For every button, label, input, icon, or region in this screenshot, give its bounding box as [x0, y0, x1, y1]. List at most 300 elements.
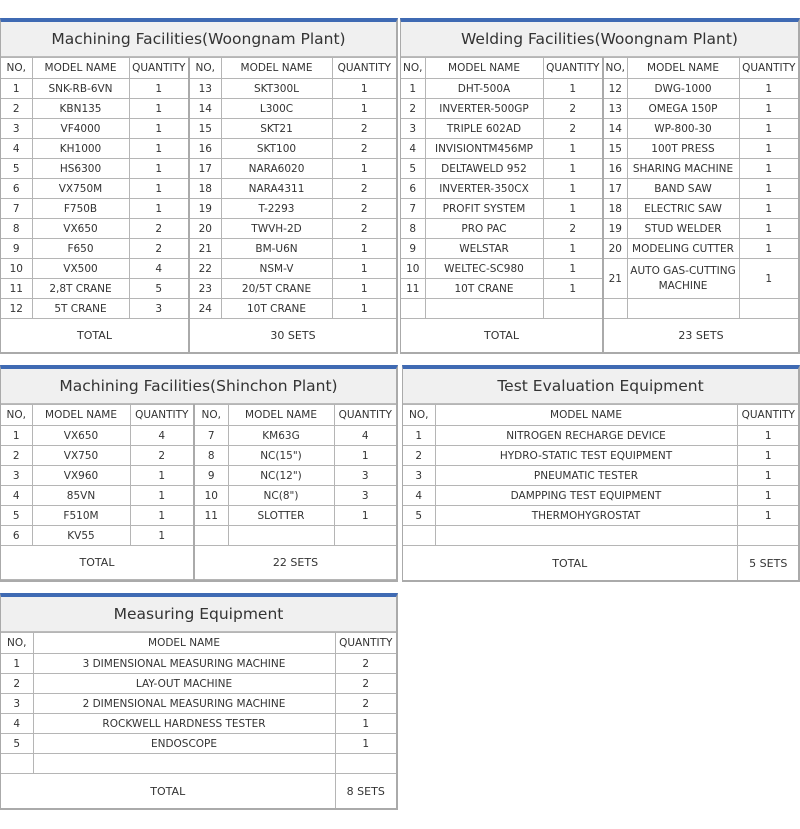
measuring-table — [1, 632, 396, 810]
cell-model-name: VX750M — [32, 179, 129, 199]
cell-quantity: 2 — [543, 219, 603, 239]
table-row — [1, 446, 396, 466]
cell-no: 15 — [603, 139, 627, 159]
cell-quantity: 3 — [334, 466, 396, 486]
header-model-name: MODEL NAME — [33, 633, 335, 654]
cell-model-name: WELSTAR — [425, 239, 543, 259]
table-row — [1, 159, 396, 179]
cell-no: 3 — [1, 466, 32, 486]
cell-model-name: TRIPLE 602AD — [425, 119, 543, 139]
cell-no: 12 — [1, 299, 32, 319]
cell-model-name: STUD WELDER — [627, 219, 739, 239]
cell-model-name: NARA4311 — [221, 179, 332, 199]
cell-quantity — [334, 526, 396, 546]
total-row — [1, 319, 396, 353]
total-label: TOTAL — [1, 774, 335, 810]
cell-model-name — [435, 526, 737, 546]
cell-quantity: 1 — [739, 119, 798, 139]
cell-model-name — [33, 754, 335, 774]
cell-no: 21 — [189, 239, 221, 259]
cell-no: 8 — [194, 446, 228, 466]
cell-quantity: 1 — [129, 139, 189, 159]
header-quantity: QUANTITY — [543, 58, 603, 79]
cell-quantity: 1 — [332, 239, 396, 259]
cell-quantity: 4 — [130, 426, 194, 446]
cell-quantity: 1 — [543, 79, 603, 99]
table-row — [401, 139, 798, 159]
table-body — [403, 426, 799, 546]
cell-model-name: VX500 — [32, 259, 129, 279]
header-quantity: QUANTITY — [739, 58, 798, 79]
cell-model-name: VF4000 — [32, 119, 129, 139]
cell-model-name: PROFIT SYSTEM — [425, 199, 543, 219]
cell-no: 2 — [403, 446, 435, 466]
table-row — [401, 199, 798, 219]
cell-model-name: KBN135 — [32, 99, 129, 119]
table-row — [1, 754, 396, 774]
machining-shinchon-panel — [0, 365, 398, 582]
cell-no: 13 — [189, 79, 221, 99]
table-row — [401, 239, 798, 259]
cell-model-name: 85VN — [32, 486, 130, 506]
cell-quantity: 1 — [739, 239, 798, 259]
cell-quantity: 1 — [737, 446, 799, 466]
cell-model-name: SKT100 — [221, 139, 332, 159]
cell-no: 4 — [403, 486, 435, 506]
cell-model-name: SKT21 — [221, 119, 332, 139]
panel-title: Measuring Equipment — [1, 597, 396, 632]
table-row — [401, 79, 798, 99]
table-row — [403, 466, 799, 486]
cell-model-name: BAND SAW — [627, 179, 739, 199]
cell-no: 3 — [401, 119, 425, 139]
cell-no: 11 — [194, 506, 228, 526]
cell-quantity: 1 — [130, 466, 194, 486]
cell-no — [1, 754, 33, 774]
cell-no: 9 — [194, 466, 228, 486]
cell-quantity: 1 — [737, 426, 799, 446]
cell-no: 13 — [603, 99, 627, 119]
total-label: TOTAL — [403, 546, 737, 582]
cell-no: 22 — [189, 259, 221, 279]
cell-quantity: 2 — [332, 179, 396, 199]
cell-quantity — [335, 754, 396, 774]
total-value: 22 SETS — [194, 546, 396, 580]
cell-model-name: KM63G — [228, 426, 334, 446]
header-model-name: MODEL NAME — [221, 58, 332, 79]
table-row — [1, 79, 396, 99]
cell-model-name: DELTAWELD 952 — [425, 159, 543, 179]
cell-model-name: HYDRO-STATIC TEST EQUIPMENT — [435, 446, 737, 466]
panel-title: Machining Facilities(Woongnam Plant) — [1, 22, 396, 57]
cell-quantity: 1 — [335, 734, 396, 754]
cell-quantity: 4 — [129, 259, 189, 279]
table-row — [1, 99, 396, 119]
total-row — [1, 546, 396, 580]
header-no: NO, — [1, 405, 32, 426]
table-row — [1, 654, 396, 674]
cell-model-name: 100T PRESS — [627, 139, 739, 159]
cell-model-name: SKT300L — [221, 79, 332, 99]
welding-woongnam-table — [401, 57, 798, 353]
cell-quantity: 1 — [335, 714, 396, 734]
cell-quantity: 1 — [737, 466, 799, 486]
header-model-name: MODEL NAME — [435, 405, 737, 426]
cell-quantity: 2 — [335, 654, 396, 674]
cell-no: 6 — [1, 179, 32, 199]
header-no: NO, — [194, 405, 228, 426]
table-row — [1, 694, 396, 714]
table-row — [1, 279, 396, 299]
cell-model-name: PRO PAC — [425, 219, 543, 239]
cell-no: 8 — [401, 219, 425, 239]
total-label: TOTAL — [401, 319, 603, 353]
panel-title: Welding Facilities(Woongnam Plant) — [401, 22, 798, 57]
cell-quantity: 2 — [335, 674, 396, 694]
total-label: TOTAL — [1, 546, 194, 580]
header-quantity: QUANTITY — [334, 405, 396, 426]
cell-quantity: 1 — [129, 119, 189, 139]
cell-no: 19 — [603, 219, 627, 239]
cell-quantity: 1 — [332, 159, 396, 179]
cell-no: 5 — [1, 506, 32, 526]
cell-model-name: 10T CRANE — [221, 299, 332, 319]
cell-model-name: THERMOHYGROSTAT — [435, 506, 737, 526]
cell-quantity: 1 — [737, 486, 799, 506]
cell-no: 18 — [189, 179, 221, 199]
header-model-name: MODEL NAME — [228, 405, 334, 426]
measuring-panel — [0, 593, 398, 810]
cell-quantity: 1 — [332, 259, 396, 279]
cell-quantity: 1 — [543, 199, 603, 219]
test-evaluation-panel — [402, 365, 800, 582]
cell-no: 12 — [603, 79, 627, 99]
cell-quantity: 1 — [130, 486, 194, 506]
cell-model-name: SNK-RB-6VN — [32, 79, 129, 99]
panel-title: Test Evaluation Equipment — [403, 369, 798, 404]
table-header-row — [403, 405, 799, 426]
header-quantity: QUANTITY — [737, 405, 799, 426]
cell-model-name: 5T CRANE — [32, 299, 129, 319]
cell-model-name: ELECTRIC SAW — [627, 199, 739, 219]
table-row — [403, 426, 799, 446]
cell-model-name: 20/5T CRANE — [221, 279, 332, 299]
table-row — [401, 159, 798, 179]
cell-quantity: 1 — [739, 139, 798, 159]
table-row — [403, 486, 799, 506]
cell-model-name: VX650 — [32, 426, 130, 446]
cell-model-name: VX750 — [32, 446, 130, 466]
cell-quantity: 4 — [334, 426, 396, 446]
cell-quantity: 1 — [129, 99, 189, 119]
cell-no — [403, 526, 435, 546]
table-row — [1, 259, 396, 279]
table-row — [1, 466, 396, 486]
cell-no: 23 — [189, 279, 221, 299]
cell-model-name: DHT-500A — [425, 79, 543, 99]
cell-quantity: 2 — [543, 119, 603, 139]
cell-quantity: 1 — [543, 279, 603, 299]
cell-quantity: 1 — [130, 506, 194, 526]
cell-quantity: 2 — [332, 139, 396, 159]
header-no: NO, — [603, 58, 627, 79]
cell-model-name: NSM-V — [221, 259, 332, 279]
cell-model-name: SHARING MACHINE — [627, 159, 739, 179]
header-quantity: QUANTITY — [129, 58, 189, 79]
cell-no: 17 — [603, 179, 627, 199]
table-row — [1, 734, 396, 754]
cell-quantity: 1 — [129, 199, 189, 219]
cell-model-name: F750B — [32, 199, 129, 219]
cell-model-name: KV55 — [32, 526, 130, 546]
cell-no: 17 — [189, 159, 221, 179]
total-value: 5 SETS — [737, 546, 799, 582]
welding-woongnam-panel — [400, 18, 800, 354]
panel-title: Machining Facilities(Shinchon Plant) — [1, 369, 396, 404]
cell-no: 2 — [1, 99, 32, 119]
table-header-row — [1, 405, 396, 426]
table-row — [1, 119, 396, 139]
cell-no: 19 — [189, 199, 221, 219]
header-no: NO, — [1, 58, 32, 79]
machining-woongnam-panel — [0, 18, 398, 354]
cell-quantity: 3 — [129, 299, 189, 319]
cell-no: 11 — [401, 279, 425, 299]
cell-no: 24 — [189, 299, 221, 319]
cell-no: 18 — [603, 199, 627, 219]
cell-quantity: 1 — [739, 199, 798, 219]
cell-no: 4 — [1, 486, 32, 506]
table-row — [401, 99, 798, 119]
cell-no: 6 — [401, 179, 425, 199]
header-model-name: MODEL NAME — [32, 405, 130, 426]
table-row — [1, 199, 396, 219]
cell-quantity: 2 — [543, 99, 603, 119]
cell-no: 10 — [194, 486, 228, 506]
cell-quantity: 1 — [332, 299, 396, 319]
cell-no: 1 — [1, 79, 32, 99]
cell-quantity: 1 — [739, 79, 798, 99]
cell-no: 16 — [603, 159, 627, 179]
cell-quantity: 1 — [543, 159, 603, 179]
table-body — [1, 654, 396, 774]
cell-model-name: 2,8T CRANE — [32, 279, 129, 299]
table-row — [401, 259, 798, 279]
cell-no: 5 — [1, 159, 32, 179]
header-quantity: QUANTITY — [130, 405, 194, 426]
cell-quantity: 1 — [334, 506, 396, 526]
cell-model-name: F510M — [32, 506, 130, 526]
cell-no: 4 — [1, 139, 32, 159]
total-row — [401, 319, 798, 353]
cell-quantity: 1 — [739, 159, 798, 179]
cell-quantity: 1 — [739, 179, 798, 199]
cell-quantity: 1 — [334, 446, 396, 466]
cell-no: 14 — [189, 99, 221, 119]
empty-row — [401, 299, 798, 319]
cell-model-name: TWVH-2D — [221, 219, 332, 239]
cell-no: 14 — [603, 119, 627, 139]
cell-model-name: VX650 — [32, 219, 129, 239]
table-header-row — [1, 633, 396, 654]
cell-no: 1 — [403, 426, 435, 446]
cell-model-name: DAMPPING TEST EQUIPMENT — [435, 486, 737, 506]
cell-model-name: HS6300 — [32, 159, 129, 179]
machining-woongnam-table — [1, 57, 396, 353]
cell-quantity: 1 — [129, 79, 189, 99]
cell-model-name: NC(8") — [228, 486, 334, 506]
cell-model-name: NC(15") — [228, 446, 334, 466]
table-row — [1, 219, 396, 239]
cell-quantity: 1 — [739, 99, 798, 119]
cell-no: 2 — [401, 99, 425, 119]
test-evaluation-table — [403, 404, 799, 582]
table-body — [401, 79, 798, 259]
table-row — [1, 506, 396, 526]
cell-model-name: LAY-OUT MACHINE — [33, 674, 335, 694]
cell-model-name: 2 DIMENSIONAL MEASURING MACHINE — [33, 694, 335, 714]
table-row — [401, 219, 798, 239]
machining-shinchon-table — [1, 404, 396, 580]
cell-quantity: 2 — [332, 119, 396, 139]
cell-model-name: T-2293 — [221, 199, 332, 219]
cell-quantity: 2 — [332, 219, 396, 239]
cell-no: 5 — [1, 734, 33, 754]
table-row — [1, 239, 396, 259]
cell-model-name: BM-U6N — [221, 239, 332, 259]
cell-quantity: 3 — [334, 486, 396, 506]
cell-quantity: 1 — [739, 259, 798, 299]
cell-quantity: 1 — [737, 506, 799, 526]
table-row — [1, 139, 396, 159]
cell-no: 6 — [1, 526, 32, 546]
table-row — [1, 486, 396, 506]
cell-no — [194, 526, 228, 546]
cell-quantity — [737, 526, 799, 546]
cell-no: 1 — [1, 654, 33, 674]
cell-no: 9 — [1, 239, 32, 259]
cell-no: 20 — [603, 239, 627, 259]
cell-model-name: WP-800-30 — [627, 119, 739, 139]
cell-no: 7 — [1, 199, 32, 219]
header-model-name: MODEL NAME — [32, 58, 129, 79]
total-row — [1, 774, 396, 810]
cell-model-name: INVISIONTM456MP — [425, 139, 543, 159]
cell-quantity: 1 — [129, 159, 189, 179]
table-header-row — [401, 58, 798, 79]
table-row — [1, 526, 396, 546]
cell-no: 5 — [403, 506, 435, 526]
header-model-name: MODEL NAME — [627, 58, 739, 79]
cell-model-name: AUTO GAS-CUTTING MACHINE — [627, 259, 739, 299]
cell-no: 7 — [401, 199, 425, 219]
table-row — [1, 299, 396, 319]
cell-no: 4 — [1, 714, 33, 734]
cell-model-name: VX960 — [32, 466, 130, 486]
cell-no: 3 — [1, 694, 33, 714]
cell-model-name — [228, 526, 334, 546]
cell-model-name: ENDOSCOPE — [33, 734, 335, 754]
cell-no: 10 — [401, 259, 425, 279]
cell-model-name: INVERTER-350CX — [425, 179, 543, 199]
cell-no: 3 — [403, 466, 435, 486]
cell-no: 9 — [401, 239, 425, 259]
cell-quantity: 2 — [335, 694, 396, 714]
table-row — [1, 714, 396, 734]
cell-no: 2 — [1, 674, 33, 694]
cell-quantity: 2 — [130, 446, 194, 466]
cell-no: 3 — [1, 119, 32, 139]
cell-model-name: ROCKWELL HARDNESS TESTER — [33, 714, 335, 734]
cell-quantity: 1 — [543, 239, 603, 259]
cell-quantity: 5 — [129, 279, 189, 299]
cell-no: 1 — [1, 426, 32, 446]
table-row — [401, 119, 798, 139]
table-row — [1, 674, 396, 694]
cell-model-name: WELTEC-SC980 — [425, 259, 543, 279]
cell-quantity: 1 — [130, 526, 194, 546]
cell-quantity: 1 — [739, 219, 798, 239]
cell-quantity: 1 — [543, 259, 603, 279]
cell-quantity: 1 — [543, 139, 603, 159]
cell-model-name: SLOTTER — [228, 506, 334, 526]
cell-no: 1 — [401, 79, 425, 99]
cell-model-name: NARA6020 — [221, 159, 332, 179]
total-row — [403, 546, 799, 582]
cell-no: 7 — [194, 426, 228, 446]
header-quantity: QUANTITY — [332, 58, 396, 79]
header-quantity: QUANTITY — [335, 633, 396, 654]
cell-model-name: DWG-1000 — [627, 79, 739, 99]
cell-quantity: 1 — [332, 79, 396, 99]
cell-model-name: MODELING CUTTER — [627, 239, 739, 259]
cell-model-name: INVERTER-500GP — [425, 99, 543, 119]
cell-model-name: OMEGA 150P — [627, 99, 739, 119]
cell-no: 15 — [189, 119, 221, 139]
cell-model-name: NC(12") — [228, 466, 334, 486]
cell-no: 21 — [603, 259, 627, 299]
table-body-tail — [401, 259, 798, 319]
table-row — [1, 179, 396, 199]
header-no: NO, — [401, 58, 425, 79]
table-header-row — [1, 58, 396, 79]
cell-model-name: L300C — [221, 99, 332, 119]
cell-model-name: PNEUMATIC TESTER — [435, 466, 737, 486]
cell-quantity: 1 — [332, 279, 396, 299]
cell-model-name: NITROGEN RECHARGE DEVICE — [435, 426, 737, 446]
table-row — [403, 506, 799, 526]
total-value: 8 SETS — [335, 774, 396, 810]
table-body — [1, 79, 396, 319]
cell-quantity: 1 — [332, 99, 396, 119]
header-no: NO, — [1, 633, 33, 654]
cell-no: 16 — [189, 139, 221, 159]
cell-no: 10 — [1, 259, 32, 279]
cell-no: 8 — [1, 219, 32, 239]
header-model-name: MODEL NAME — [425, 58, 543, 79]
table-row — [403, 526, 799, 546]
cell-no: 5 — [401, 159, 425, 179]
table-row — [401, 179, 798, 199]
cell-model-name: 3 DIMENSIONAL MEASURING MACHINE — [33, 654, 335, 674]
cell-no: 2 — [1, 446, 32, 466]
cell-quantity: 1 — [129, 179, 189, 199]
cell-model-name: 10T CRANE — [425, 279, 543, 299]
table-row — [403, 446, 799, 466]
cell-no: 20 — [189, 219, 221, 239]
total-value: 30 SETS — [189, 319, 396, 353]
cell-quantity: 2 — [332, 199, 396, 219]
